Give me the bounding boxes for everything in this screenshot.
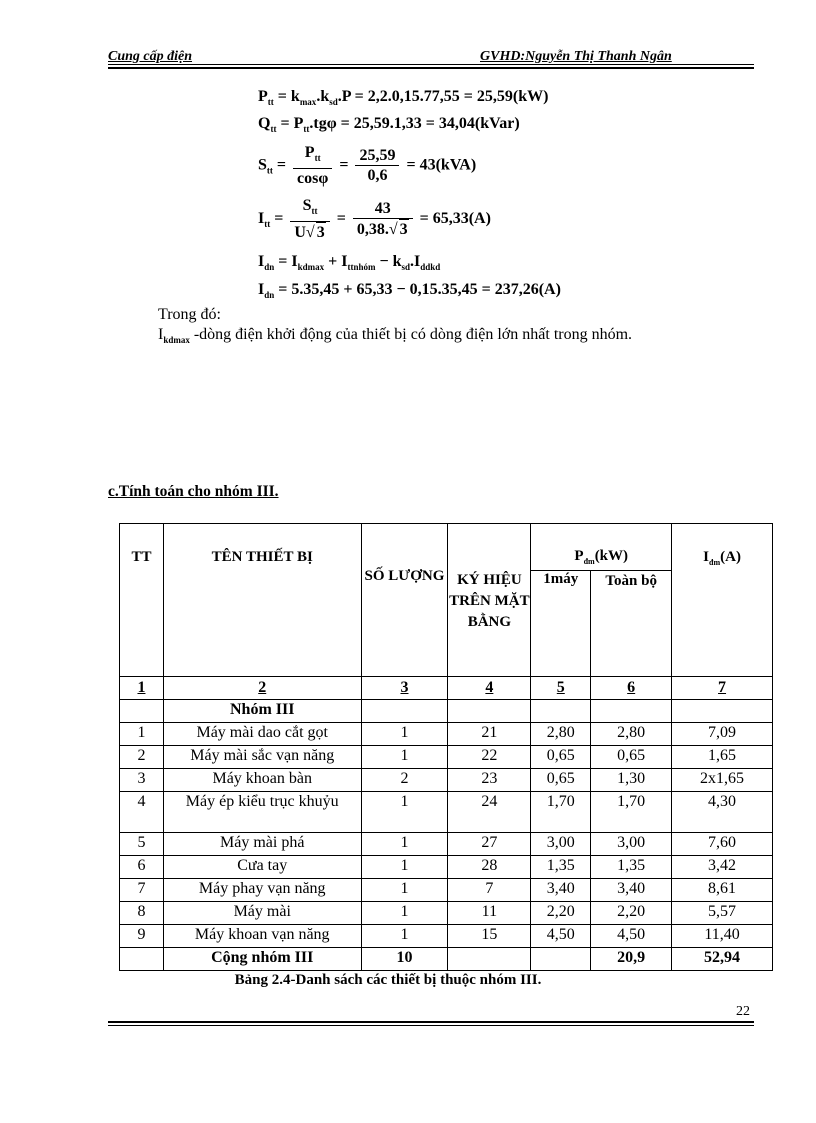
equation-idn: $I_{dn} = I_{kdmax} + I_{ttnhóm} - k_{sd}.I_{ddkd}$ <box>258 253 441 273</box>
equation-itt: $I_{tt}$ = $\frac{S_{tt}}{U√ 3}$ = $\frac{43}{0,38.√ 3}$ = 65,33(A) <box>258 197 491 242</box>
header-symbol: KÝ HIỆU TRÊN MẶT BẰNG <box>448 524 531 677</box>
equation-ptt: $P_{tt} = k_{max}.k_{sd}.P = 2,2.0,15.77,55 = 25,59(kW)$ <box>258 88 549 108</box>
header-rule <box>108 64 754 65</box>
header-course-title: Cung cấp điện <box>108 49 193 64</box>
header-rated-current: $I_{đm}(A)$ <box>672 524 773 677</box>
total-row: Cộng nhóm III 10 20,9 52,94 <box>120 948 773 971</box>
header-rated-power: $P_{đm}(kW)$ <box>531 524 672 571</box>
table-row: 7 Máy phay vạn năng 1 7 3,40 3,40 8,61 <box>120 879 773 902</box>
table-row: 5 Máy mài phá 1 27 3,00 3,00 7,60 <box>120 833 773 856</box>
fraction-stt-u-sqrt3: $\frac{S_{tt}}{U√ 3}$ <box>290 196 329 242</box>
device-table <box>119 523 773 971</box>
trong-do-label: Trong đó: <box>158 306 221 323</box>
footer-rule <box>108 1025 754 1026</box>
header-advisor: GVHD:Nguyễn Thị Thanh Ngân <box>480 49 672 64</box>
fraction-itt-values: $\frac{43}{0,38.√ 3}$ <box>353 199 413 239</box>
fraction-values: $\frac{25,59}{0,6}$ <box>355 146 399 185</box>
footer-rule-thick <box>108 1021 754 1023</box>
header-power-all: Toàn bộ <box>591 571 672 677</box>
table-row: 3 Máy khoan bàn 2 23 0,65 1,30 2x1,65 <box>120 769 773 792</box>
table-row: 4 Máy ép kiểu trục khuỷu 1 24 1,70 1,70 4,30 <box>120 792 773 833</box>
header-quantity: SỐ LƯỢNG <box>361 524 448 677</box>
equation-qtt: $Q_{tt} = P_{tt}.tg\varphi = 25,59.1,33$ = 34,04(kVar) <box>258 115 520 135</box>
table-caption: Bảng 2.4-Danh sách các thiết bị thuộc nhóm III. <box>234 972 542 988</box>
header-device-name: TÊN THIẾT BỊ <box>163 524 361 677</box>
page-header <box>108 47 754 65</box>
column-number-row: 1 2 3 4 5 6 7 <box>120 677 773 700</box>
table-row: 9 Máy khoan vạn năng 1 15 4,50 4,50 11,40 <box>120 925 773 948</box>
table-row: 2 Máy mài sắc vạn năng 1 22 0,65 0,65 1,65 <box>120 746 773 769</box>
page-number: 22 <box>736 1004 750 1019</box>
section-title: c.Tính toán cho nhóm III. <box>108 483 279 500</box>
equation-idn-values: $I_{dn} = 5.35,45 + 65,33 - 0,15.35,45 = 237,26(A)$ <box>258 281 561 301</box>
definition-line: $I_{kdmax}$ -dòng điện khởi động của thiết bị có dòng điện lớn nhất trong nhóm. <box>158 326 633 346</box>
table-row: 6 Cưa tay 1 28 1,35 1,35 3,42 <box>120 856 773 879</box>
table-row: 8 Máy mài 1 11 2,20 2,20 5,57 <box>120 902 773 925</box>
group-row <box>120 700 773 723</box>
header-rule-thick <box>108 67 754 69</box>
table-row: 1 Máy mài dao cắt gọt 1 21 2,80 2,80 7,09 <box>120 723 773 746</box>
header-power-one: 1máy <box>531 571 591 677</box>
header-tt: TT <box>120 524 164 677</box>
fraction-ptt-cosphi: $\frac{P_{tt}}{\cos\varphi}$ <box>293 143 332 188</box>
group-label: Nhóm III <box>163 700 361 723</box>
equation-stt: $S_{tt}$ = $\frac{P_{tt}}{\cos\varphi}$ = $\frac{25,59}{0,6}$ = 43(kVA) <box>258 144 477 188</box>
